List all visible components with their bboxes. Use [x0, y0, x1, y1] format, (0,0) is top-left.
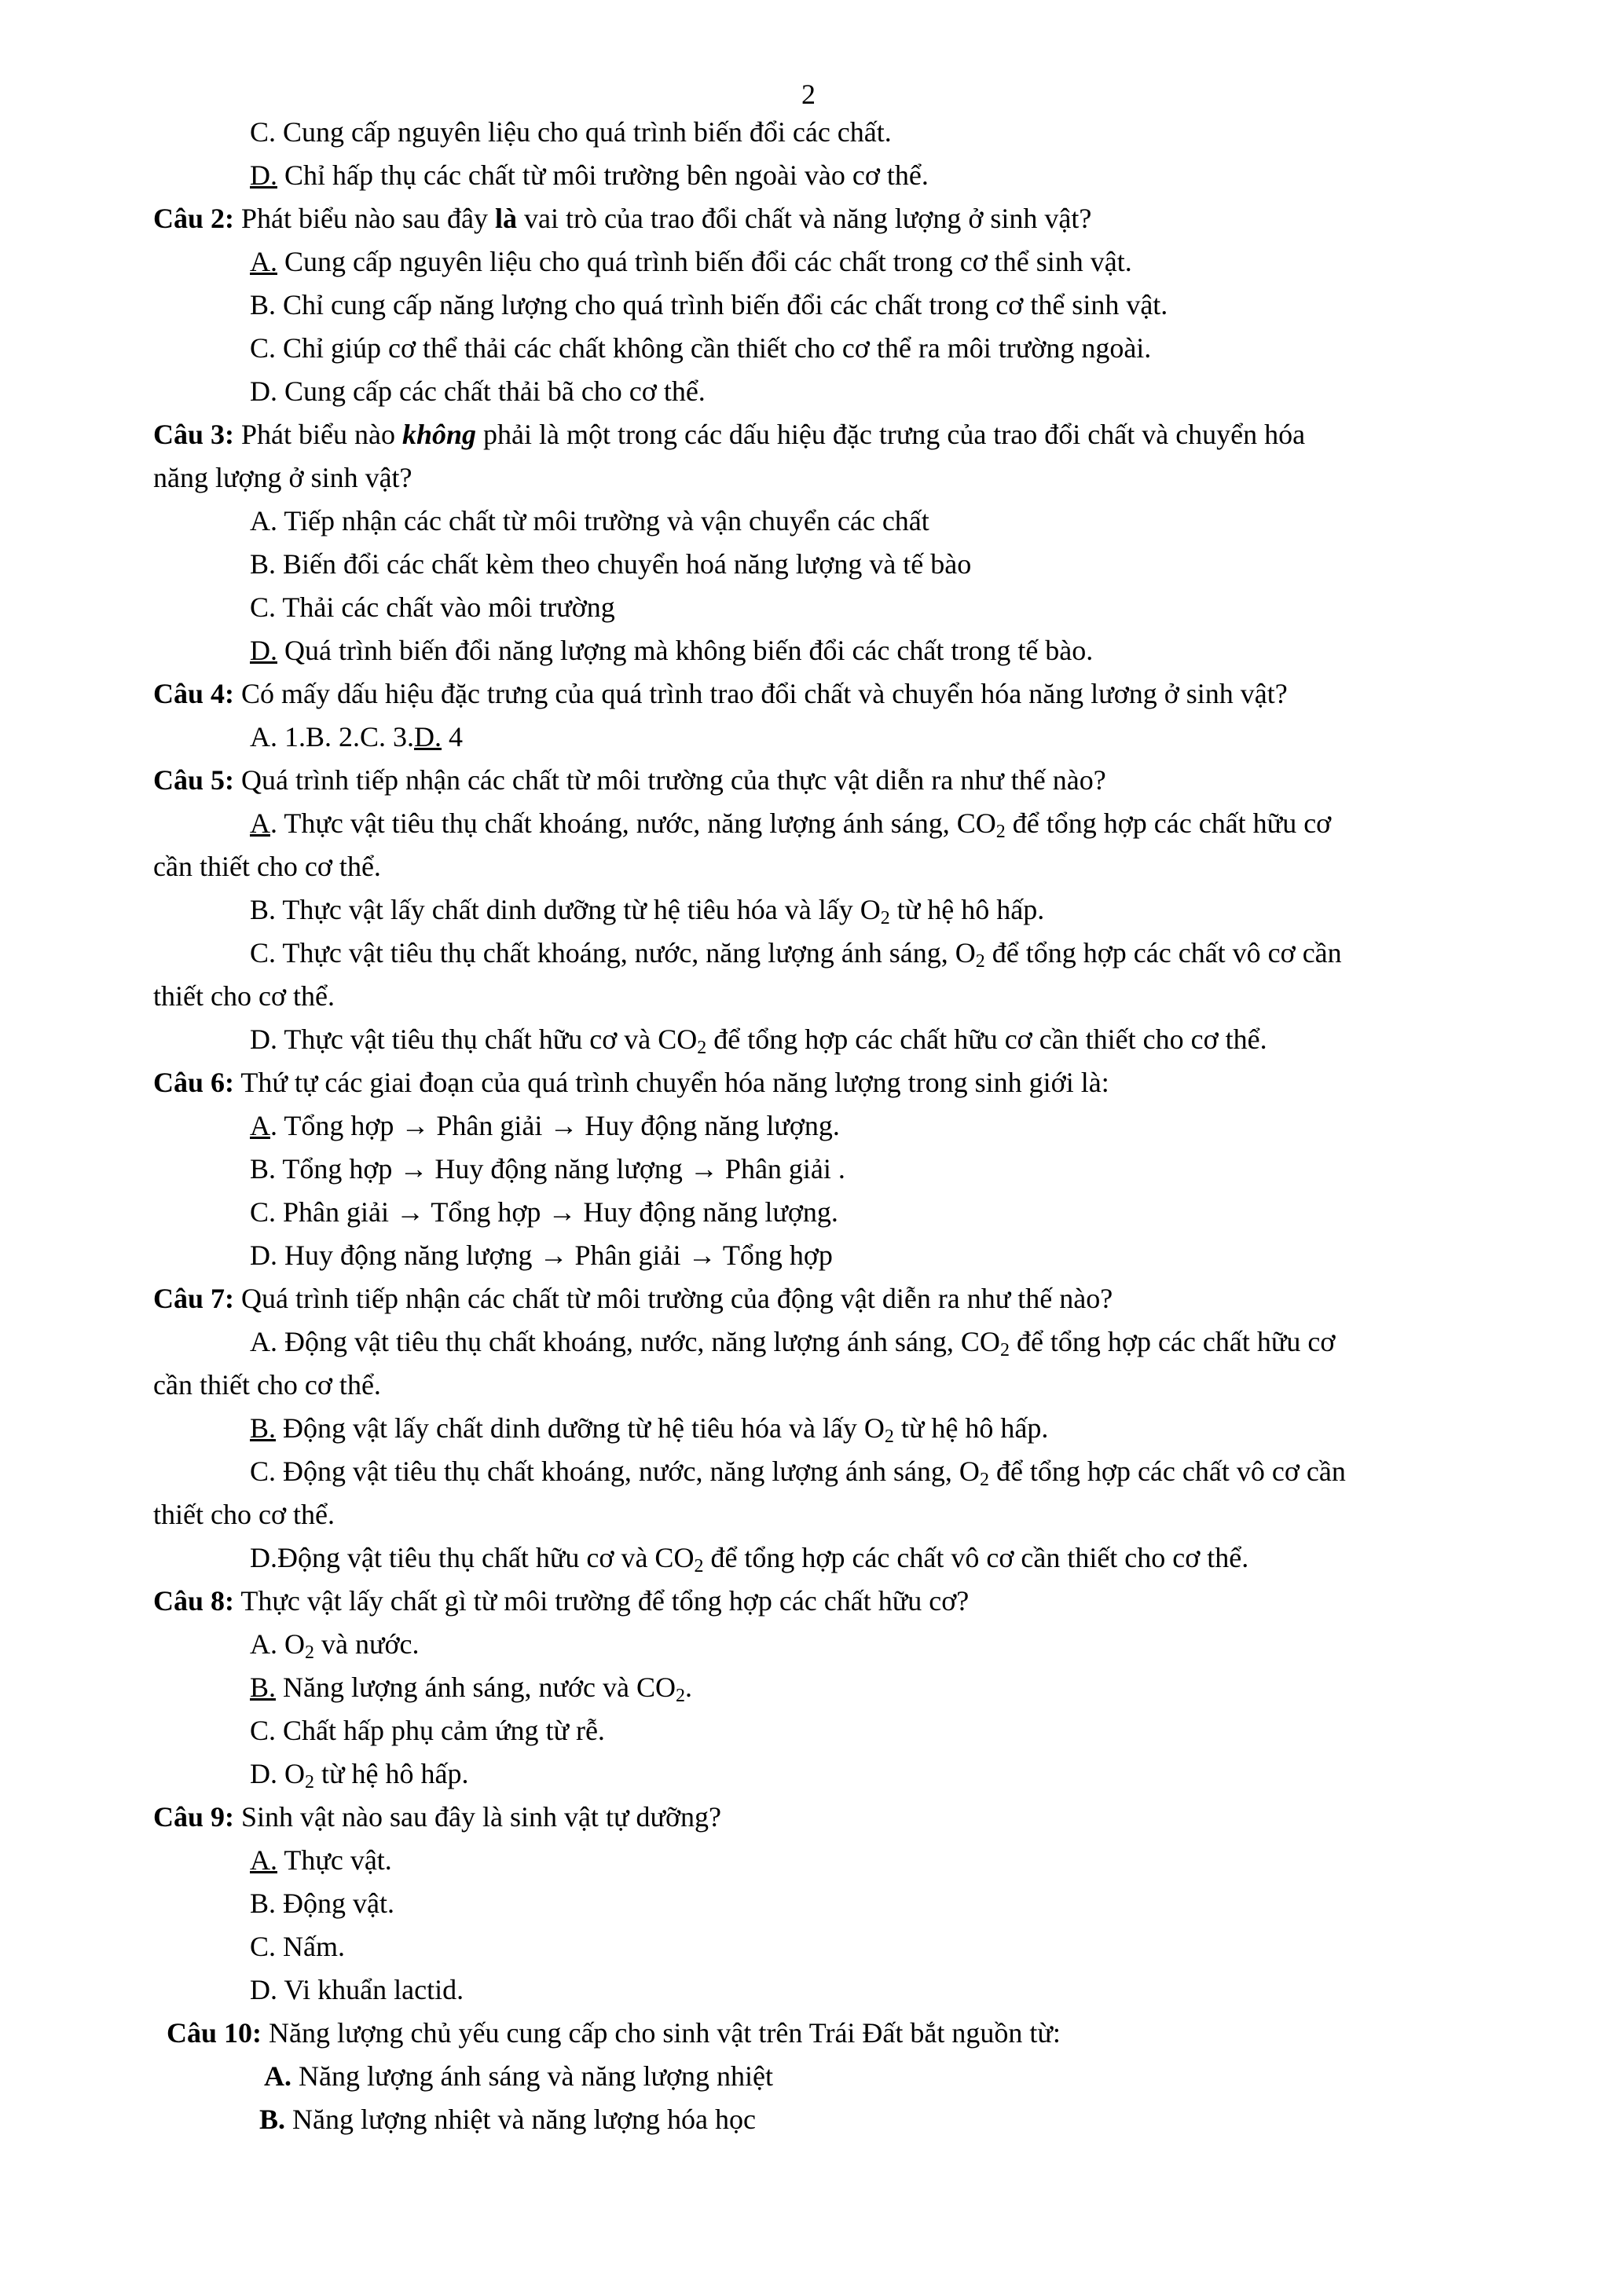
text-segment: B. — [250, 1672, 277, 1703]
answer-option — [250, 892, 1044, 927]
question-line — [153, 1800, 721, 1834]
text-segment: để tổng hợp các chất hữu cơ — [1009, 1326, 1336, 1357]
text-segment: phải là một trong các dấu hiệu đặc trưng của trao đổi chất và chuyển hóa — [476, 419, 1306, 450]
continuation-line — [153, 1368, 381, 1402]
text-segment: B. Động vật. — [250, 1888, 394, 1919]
text-segment: Quá trình biến đổi năng lượng mà không biến đổi các chất trong tế bào. — [277, 635, 1094, 666]
question-line — [153, 1281, 1113, 1316]
subscript: 2 — [305, 1772, 314, 1792]
subscript: 2 — [995, 822, 1006, 842]
answer-option — [250, 1713, 605, 1748]
text-segment: Chỉ hấp thụ các chất từ môi trường bên ngoài vào cơ thể. — [277, 159, 929, 191]
text-segment: Phát biểu nào sau đây — [234, 203, 495, 234]
answer-option — [250, 1540, 1248, 1575]
text-segment: B. — [259, 2104, 286, 2135]
text-segment: D. Huy động năng lượng → Phân giải → Tổng hợp — [250, 1240, 833, 1271]
subscript: 2 — [979, 1470, 989, 1490]
text-segment: Câu 10: — [167, 2017, 262, 2049]
answer-option — [250, 1756, 468, 1791]
text-segment: A. — [264, 2060, 291, 2092]
subscript: 2 — [884, 1426, 894, 1447]
subscript: 2 — [999, 1340, 1010, 1360]
text-segment: D. — [414, 721, 442, 753]
answer-option — [250, 244, 1132, 279]
question-line — [153, 1065, 1109, 1100]
question-line — [153, 417, 1305, 452]
text-segment: cần thiết cho cơ thể. — [153, 1369, 381, 1401]
text-segment: A. 1.B. 2.C. 3. — [250, 721, 415, 753]
answer-option — [259, 2102, 756, 2137]
question-line — [153, 1584, 969, 1618]
text-segment: B. Biến đổi các chất kèm theo chuyển hoá năng lượng và tế bào — [250, 548, 972, 580]
answer-option — [250, 1627, 420, 1661]
subscript: 2 — [676, 1686, 686, 1706]
text-segment: C. Chất hấp phụ cảm ứng từ rễ. — [250, 1715, 605, 1746]
text-segment: để tổng hợp các chất vô cơ cần — [984, 937, 1342, 969]
question-line — [153, 676, 1288, 711]
text-segment: và nước. — [314, 1628, 420, 1660]
text-segment: A. Tiếp nhận các chất từ môi trường và vận chuyển các chất — [250, 505, 929, 536]
answer-option — [250, 1929, 345, 1964]
answer-option — [250, 1108, 840, 1143]
answer-option — [250, 158, 929, 192]
text-segment: D. Cung cấp các chất thải bã cho cơ thể. — [250, 375, 706, 407]
text-segment: C. Động vật tiêu thụ chất khoáng, nước, năng lượng ánh sáng, O — [250, 1456, 980, 1487]
subscript: 2 — [697, 1038, 707, 1058]
text-segment: Câu 4: — [153, 678, 235, 709]
subscript: 2 — [694, 1556, 704, 1576]
answer-option — [250, 720, 463, 754]
text-segment: Năng lượng ánh sáng, nước và CO — [276, 1672, 676, 1703]
answer-option — [250, 1152, 845, 1186]
text-segment: để tổng hợp các chất vô cơ cần thiết cho cơ thể. — [703, 1542, 1249, 1573]
text-segment: D. — [250, 635, 277, 666]
text-segment: cần thiết cho cơ thể. — [153, 851, 381, 882]
text-segment: Câu 6: — [153, 1067, 235, 1098]
text-segment: Quá trình tiếp nhận các chất từ môi trường của động vật diễn ra như thế nào? — [234, 1283, 1113, 1314]
text-segment: A — [250, 1110, 270, 1141]
text-segment: Cung cấp nguyên liệu cho quá trình biến đổi các chất trong cơ thể sinh vật. — [277, 246, 1132, 277]
answer-option — [250, 1972, 464, 2007]
text-segment: B. — [250, 1412, 277, 1444]
text-segment: D. O — [250, 1758, 305, 1789]
answer-option — [250, 1324, 1335, 1359]
answer-option — [250, 287, 1168, 322]
answer-option — [250, 1195, 838, 1229]
text-segment: C. Cung cấp nguyên liệu cho quá trình biến đổi các chất. — [250, 116, 892, 148]
answer-option — [250, 374, 706, 408]
text-segment: . Thực vật tiêu thụ chất khoáng, nước, năng lượng ánh sáng, CO — [270, 807, 996, 839]
answer-option — [250, 806, 1331, 840]
text-segment: Phát biểu nào — [234, 419, 402, 450]
answer-option — [250, 504, 929, 538]
answer-option — [250, 590, 615, 624]
text-segment: Năng lượng nhiệt và năng lượng hóa học — [285, 2104, 756, 2135]
answer-option — [250, 1454, 1346, 1489]
page-number: 2 — [801, 79, 816, 110]
text-segment: vai trò của trao đổi chất và năng lượng ở sinh vật? — [516, 203, 1092, 234]
text-segment: C. Nấm. — [250, 1931, 345, 1962]
text-segment: A. O — [250, 1628, 305, 1660]
text-segment: Thực vật. — [277, 1844, 392, 1876]
text-segment: D.Động vật tiêu thụ chất hữu cơ và CO — [250, 1542, 695, 1573]
text-segment: A — [250, 807, 270, 839]
text-segment: Thứ tự các giai đoạn của quá trình chuyển hóa năng lượng trong sinh giới là: — [234, 1067, 1109, 1098]
answer-option — [250, 1411, 1048, 1445]
continuation-line — [153, 460, 412, 495]
question-line — [153, 201, 1091, 236]
text-segment: từ hệ hô hấp. — [889, 894, 1045, 925]
text-segment: từ hệ hô hấp. — [893, 1412, 1049, 1444]
answer-option — [250, 331, 1151, 365]
subscript: 2 — [975, 951, 985, 972]
answer-option — [250, 547, 971, 581]
text-segment: Câu 2: — [153, 203, 235, 234]
answer-option — [250, 115, 892, 149]
question-line — [167, 2016, 1061, 2050]
text-segment: Năng lượng ánh sáng và năng lượng nhiệt — [291, 2060, 773, 2092]
answer-option — [250, 1886, 394, 1921]
text-segment: từ hệ hô hấp. — [314, 1758, 469, 1789]
text-segment: A. — [250, 246, 277, 277]
continuation-line — [153, 1497, 335, 1532]
question-line — [153, 763, 1106, 797]
text-segment: để tổng hợp các chất vô cơ cần — [988, 1456, 1346, 1487]
text-segment: D. Vi khuẩn lactid. — [250, 1974, 464, 2005]
text-segment: B. Thực vật lấy chất dinh dưỡng từ hệ tiêu hóa và lấy O — [250, 894, 881, 925]
text-segment: . — [685, 1672, 693, 1703]
answer-option — [250, 1022, 1267, 1056]
text-segment: Có mấy dấu hiệu đặc trưng của quá trình trao đổi chất và chuyển hóa năng lương ở sinh vật? — [234, 678, 1288, 709]
text-segment: là — [494, 203, 517, 234]
text-segment: Câu 5: — [153, 764, 235, 796]
text-segment: C. Phân giải → Tổng hợp → Huy động năng lượng. — [250, 1196, 838, 1228]
text-segment: C. Thải các chất vào môi trường — [250, 591, 615, 623]
text-segment: B. Tổng hợp → Huy động năng lượng → Phân giải . — [250, 1153, 845, 1185]
continuation-line — [153, 849, 381, 884]
text-segment: thiết cho cơ thể. — [153, 1499, 335, 1530]
text-segment: D. — [250, 159, 277, 191]
text-segment: không — [401, 419, 477, 450]
answer-option — [264, 2059, 773, 2093]
text-segment: Sinh vật nào sau đây là sinh vật tự dưỡng? — [234, 1801, 721, 1833]
text-segment: Quá trình tiếp nhận các chất từ môi trường của thực vật diễn ra như thế nào? — [234, 764, 1106, 796]
subscript: 2 — [880, 908, 890, 928]
text-segment: . Tổng hợp → Phân giải → Huy động năng lượng. — [270, 1110, 840, 1141]
text-segment: năng lượng ở sinh vật? — [153, 462, 412, 493]
text-segment: C. Thực vật tiêu thụ chất khoáng, nước, năng lượng ánh sáng, O — [250, 937, 976, 969]
text-segment: để tổng hợp các chất hữu cơ — [1005, 807, 1332, 839]
text-segment: Câu 3: — [153, 419, 235, 450]
answer-option — [250, 1670, 692, 1705]
answer-option — [250, 1843, 392, 1877]
text-segment: Câu 9: — [153, 1801, 235, 1833]
text-segment: A. Động vật tiêu thụ chất khoáng, nước, năng lượng ánh sáng, CO — [250, 1326, 1000, 1357]
answer-option — [250, 633, 1093, 668]
text-segment: B. Chỉ cung cấp năng lượng cho quá trình biến đổi các chất trong cơ thể sinh vật. — [250, 289, 1168, 320]
text-segment: Câu 8: — [153, 1585, 235, 1617]
text-segment: để tổng hợp các chất hữu cơ cần thiết cho cơ thể. — [706, 1023, 1267, 1055]
continuation-line — [153, 979, 335, 1013]
text-segment: A. — [250, 1844, 277, 1876]
text-segment: 4 — [442, 721, 464, 753]
text-segment: Câu 7: — [153, 1283, 235, 1314]
text-segment: Năng lượng chủ yếu cung cấp cho sinh vật trên Trái Đất bắt nguồn từ: — [262, 2017, 1061, 2049]
answer-option — [250, 1238, 833, 1273]
text-segment: C. Chỉ giúp cơ thể thải các chất không cần thiết cho cơ thể ra môi trường ngoài. — [250, 332, 1152, 364]
text-segment: D. Thực vật tiêu thụ chất hữu cơ và CO — [250, 1023, 698, 1055]
subscript: 2 — [305, 1642, 314, 1663]
answer-option — [250, 936, 1342, 970]
text-segment: Động vật lấy chất dinh dưỡng từ hệ tiêu hóa và lấy O — [276, 1412, 885, 1444]
text-segment: thiết cho cơ thể. — [153, 980, 335, 1012]
text-segment: Thực vật lấy chất gì từ môi trường để tổng hợp các chất hữu cơ? — [234, 1585, 970, 1617]
